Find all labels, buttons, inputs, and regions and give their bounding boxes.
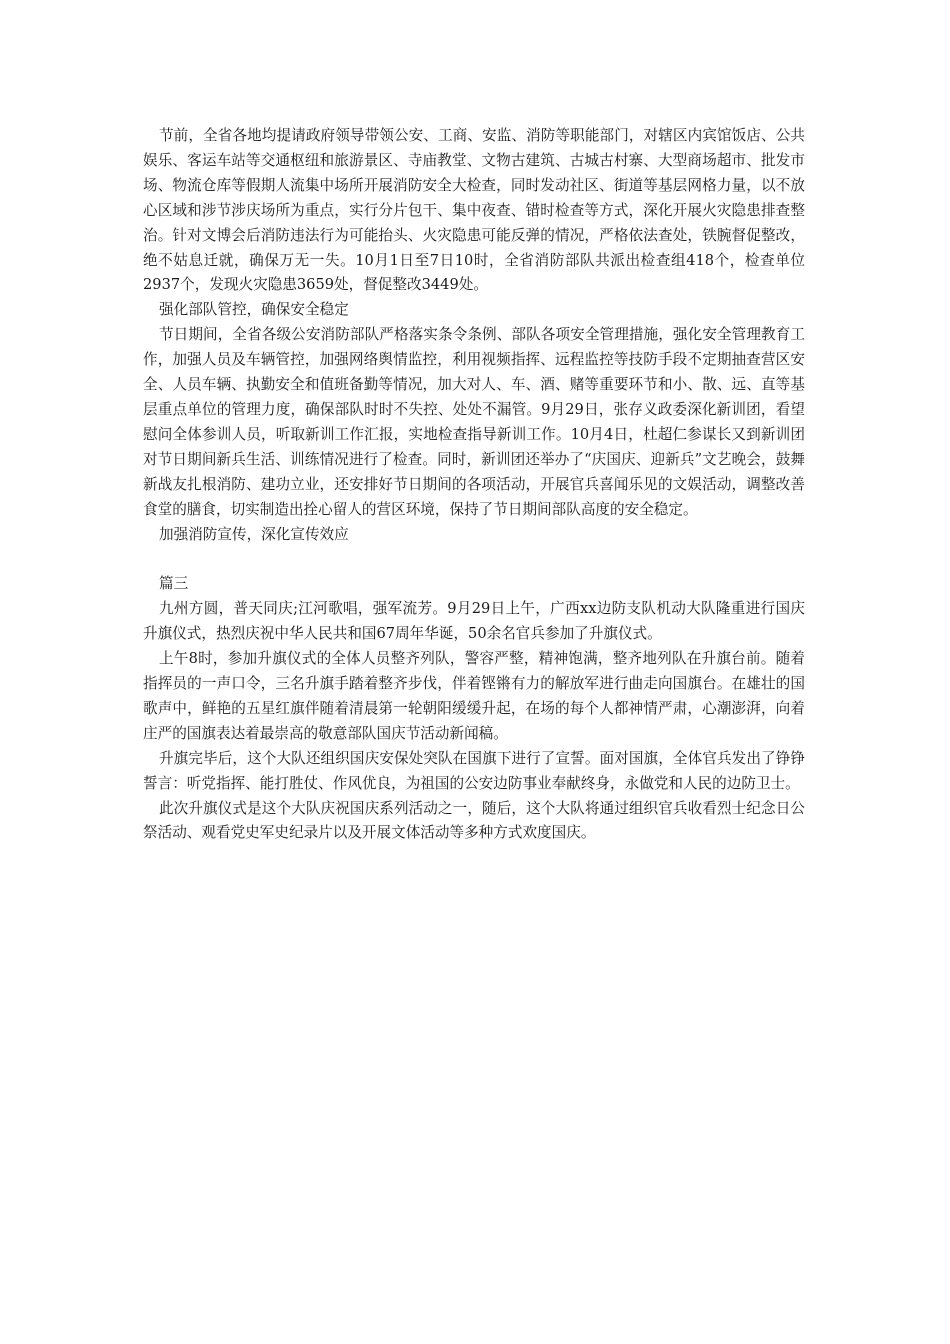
heading-troop-control: 强化部队管控，确保安全稳定 [159, 301, 349, 319]
paragraph-follow-up-activities: 此次升旗仪式是这个大队庆祝国庆系列活动之一，随后，这个大队将通过组织官兵收看烈士纪念日公祭活动、观看党史军史纪录片以及开展文体活动等多种方式欢度国庆。 [143, 799, 805, 842]
heading-fire-publicity: 加强消防宣传，深化宣传效应 [159, 525, 349, 543]
section-title: 篇三 [159, 575, 189, 593]
paragraph-fire-inspection: 节前，全省各地均提请政府领导带领公安、工商、安监、消防等职能部门，对辖区内宾馆饭店、公共娱乐、客运车站等交通枢纽和旅游景区、寺庙教堂、文物古建筑、古城古村寨、大型商场超市、批发市场、物流仓库等假期人流集中场所开展消防安全大检查，同时发动社区、街道等基层网格力量，以不放心区域和涉节涉庆场所为重点，实行分片包干、集中夜查、错时检查等方式，深化开展火灾隐患排查整治。针对文博会后消防违法行为可能抬头、火灾隐患可能反弹的情况，严格依法查处，铁腕督促整改，绝不姑息迁就，确保万无一失。10月1日至7日10时，全省消防部队共派出检查组418个，检查单位2937个，发现火灾隐患3659处，督促整改3449处。 [143, 127, 805, 294]
section-spacer [143, 547, 805, 572]
document-page [143, 124, 805, 846]
paragraph-troop-control: 节日期间，全省各级公安消防部队严格落实条令条例、部队各项安全管理措施，强化安全管理教育工作，加强人员及车辆管控，加强网络舆情监控，利用视频指挥、远程监控等技防手段不定期抽查营区安全、人员车辆、执勤安全和值班备勤等情况，加大对人、车、酒、赌等重要环节和小、散、远、直等基层重点单位的管理力度，确保部队时时不失控、处处不漏管。9月29日，张存义政委深化新训团，看望慰问全体参训人员，听取新训工作汇报，实地检查指导新训工作。10月4日，杜超仁参谋长又到新训团对节日期间新兵生活、训练情况进行了检查。同时，新训团还举办了“庆国庆、迎新兵”文艺晚会，鼓舞新战友扎根消防、建功立业，还安排好节日期间的各项活动，开展官兵喜闻乐见的文娱活动，调整改善食堂的膳食，切实制造出拴心留人的营区环境，保持了节日期间部队高度的安全稳定。 [143, 326, 805, 518]
paragraph-oath: 升旗完毕后，这个大队还组织国庆安保处突队在国旗下进行了宣誓。面对国旗，全体官兵发出了铮铮誓言：听党指挥、能打胜仗、作风优良，为祖国的公安边防事业奉献终身，永做党和人民的边防卫士。 [143, 749, 805, 792]
paragraph-flag-raising: 上午8时，参加升旗仪式的全体人员整齐列队，警容严整，精神饱满，整齐地列队在升旗台前。随着指挥员的一声口令，三名升旗手踏着整齐步伐，伴着铿锵有力的解放军进行曲走向国旗台。在雄壮的国歌声中，鲜艳的五星红旗伴随着清晨第一轮朝阳缓缓升起，在场的每个人都神情严肃，心潮澎湃，向着庄严的国旗表达着最崇高的敬意部队国庆节活动新闻稿。 [143, 650, 805, 742]
paragraph-flag-ceremony-intro: 九州方圆，普天同庆;江河歌唱，强军流芳。9月29日上午，广西xx边防支队机动大队隆重进行国庆升旗仪式，热烈庆祝中华人民共和国67周年华诞，50余名官兵参加了升旗仪式。 [143, 600, 805, 643]
